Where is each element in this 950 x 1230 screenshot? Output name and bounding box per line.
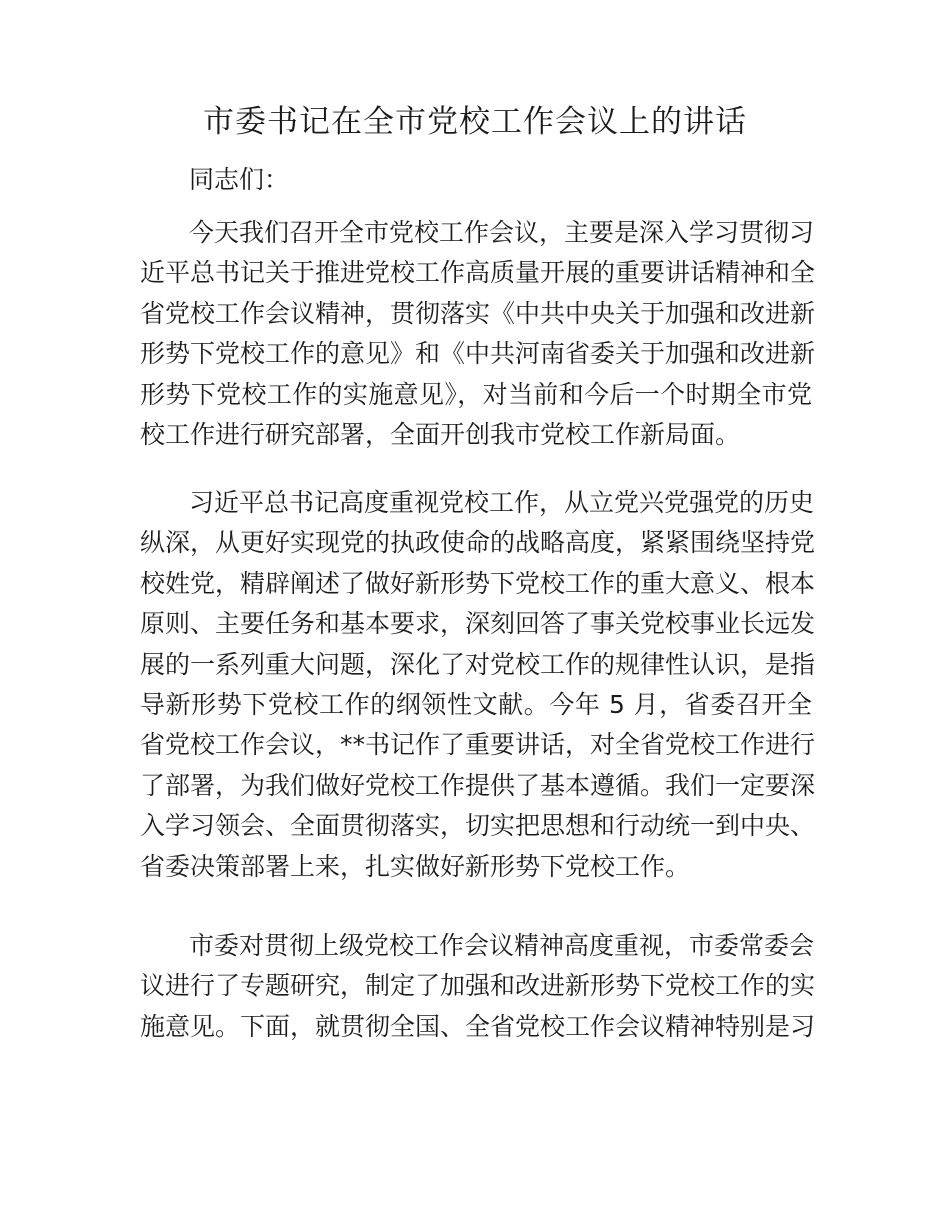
paragraph-line: 形势下党校工作的实施意见》，对当前和今后一个时期全市党 (140, 379, 812, 409)
paragraph-line: 近平总书记关于推进党校工作高质量开展的重要讲话精神和全 (140, 258, 816, 288)
paragraph-line: 纵深，从更好实现党的执政使命的战略高度，紧紧围绕坚持党 (140, 528, 816, 558)
paragraph-line: 习近平总书记高度重视党校工作，从立党兴党强党的历史 (189, 488, 815, 517)
paragraph-line: 导新形势下党校工作的纲领性文献。今年 5 月，省委召开全 (140, 689, 812, 719)
paragraph-line: 省党校工作会议精神，贯彻落实《中共中央关于加强和改进新 (140, 298, 816, 328)
paragraph-line: 今天我们召开全市党校工作会议，主要是深入学习贯彻习 (189, 218, 815, 247)
greeting: 同志们： (189, 165, 290, 194)
paragraph-3 (140, 926, 816, 1047)
paragraph-line: 形势下党校工作的意见》和《中共河南省委关于加强和改进新 (140, 339, 816, 369)
paragraph-2 (140, 483, 816, 887)
paragraph-line: 省党校工作会议，**书记作了重要讲话，对全省党校工作进行 (140, 730, 816, 760)
paragraph-line: 入学习领会、全面贯彻落实，切实把思想和行动统一到中央、 (140, 811, 816, 841)
paragraph-line: 省委决策部署上来，扎实做好新形势下党校工作。 (140, 851, 691, 881)
document-title: 市委书记在全市党校工作会议上的讲话 (203, 104, 747, 140)
paragraph-line: 校姓党，精辟阐述了做好新形势下党校工作的重大意义、根本 (140, 568, 816, 598)
paragraph-line: 了部署，为我们做好党校工作提供了基本遵循。我们一定要深 (140, 770, 816, 800)
paragraph-line: 市委对贯彻上级党校工作会议精神高度重视，市委常委会 (189, 931, 815, 960)
paragraph-line: 展的一系列重大问题，深化了对党校工作的规律性认识，是指 (140, 649, 816, 679)
paragraph-1 (140, 213, 816, 455)
paragraph-line: 校工作进行研究部署，全面开创我市党校工作新局面。 (140, 419, 741, 449)
paragraph-line: 施意见。下面，就贯彻全国、全省党校工作会议精神特别是习 (140, 1011, 816, 1041)
paragraph-line: 原则、主要任务和基本要求，深刻回答了事关党校事业长远发 (140, 609, 816, 639)
paragraph-line: 议进行了专题研究，制定了加强和改进新形势下党校工作的实 (140, 971, 816, 1001)
